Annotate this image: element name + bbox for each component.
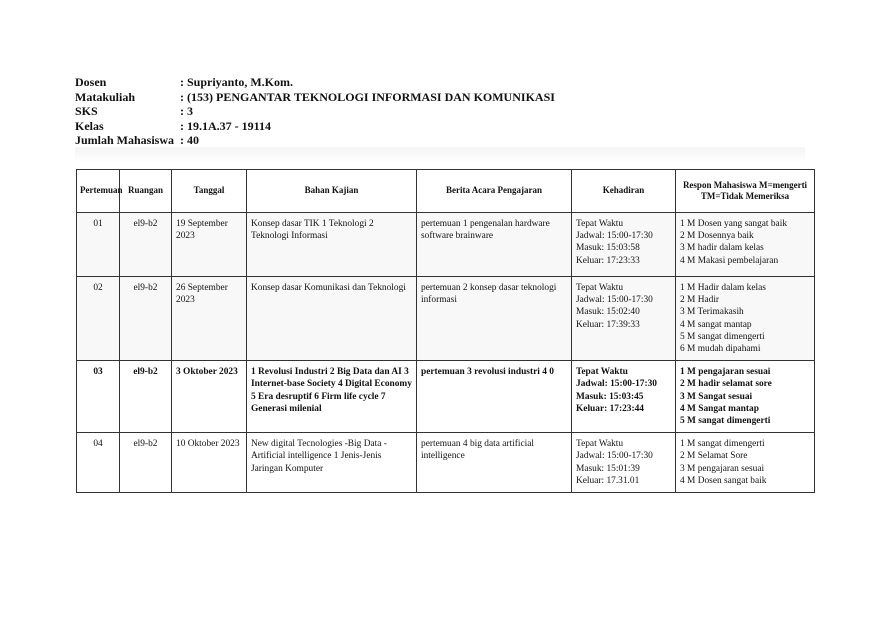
respon-line: 2 M Dosennya baik bbox=[680, 231, 754, 242]
info-label: Dosen bbox=[75, 75, 107, 89]
col-header-berita-acara: Berita Acara Pengajaran bbox=[417, 170, 572, 213]
cell-ruangan: el9-b2 bbox=[120, 433, 172, 493]
kehadiran-line: Keluar: 17:23:33 bbox=[576, 255, 640, 266]
cell-respon bbox=[676, 277, 815, 361]
info-value: : (153) PENGANTAR TEKNOLOGI INFORMASI DAN KOMUNIKASI bbox=[180, 89, 555, 104]
cell-pertemuan: 02 bbox=[77, 277, 120, 361]
kehadiran-line: Tepat Waktu bbox=[576, 219, 624, 229]
col-header-respon bbox=[676, 170, 815, 213]
cell-tanggal: 26 September 2023 bbox=[172, 277, 247, 361]
respon-line: 4 M Dosen sangat baik bbox=[680, 475, 767, 486]
kehadiran-line: Tepat Waktu bbox=[576, 439, 624, 450]
respon-line: 3 M Sangat sesuai bbox=[680, 391, 753, 402]
respon-line: 5 M sangat dimengerti bbox=[680, 331, 765, 342]
kehadiran-line: Tepat Waktu bbox=[576, 283, 624, 293]
info-row-jumlah-mahasiswa bbox=[75, 133, 805, 148]
cell-berita-acara: pertemuan 3 revolusi industri 4 0 bbox=[417, 361, 572, 433]
kehadiran-line: Keluar: 17:39:33 bbox=[576, 319, 640, 330]
kehadiran-line: Keluar: 17.31.01 bbox=[576, 475, 640, 486]
cell-respon bbox=[676, 213, 815, 277]
course-info bbox=[75, 75, 805, 148]
kehadiran-line: Jadwal: 15:00-17:30 bbox=[576, 451, 653, 462]
info-row-sks bbox=[75, 104, 805, 119]
col-header-respon-line: Memeriksa bbox=[745, 191, 790, 201]
info-row-dosen bbox=[75, 75, 805, 90]
cell-kehadiran bbox=[572, 361, 676, 433]
info-value: : 19.1A.37 - 19114 bbox=[180, 118, 271, 133]
cell-ruangan: el9-b2 bbox=[120, 213, 172, 277]
cell-respon bbox=[676, 433, 815, 493]
col-header-bahan-kajian: Bahan Kajian bbox=[247, 170, 417, 213]
respon-line: 3 M hadir dalam kelas bbox=[680, 243, 764, 254]
info-value: : 40 bbox=[180, 133, 199, 148]
col-header-respon-line: Respon Mahasiswa bbox=[682, 179, 757, 190]
col-header-ruangan: Ruangan bbox=[120, 170, 172, 213]
info-row-kelas bbox=[75, 119, 805, 134]
col-header-respon-line: M=mengerti TM=Tidak bbox=[700, 179, 808, 201]
kehadiran-line: Masuk: 15:01:39 bbox=[576, 463, 640, 474]
cell-berita-acara: pertemuan 4 big data artificial intelligence bbox=[417, 433, 572, 493]
cell-tanggal: 10 Oktober 2023 bbox=[172, 433, 247, 493]
respon-line: 4 M Makasi pembelajaran bbox=[680, 255, 779, 266]
cell-kehadiran bbox=[572, 277, 676, 361]
info-label: Jumlah Mahasiswa bbox=[75, 133, 175, 148]
cell-kehadiran bbox=[572, 213, 676, 277]
respon-line: 3 M Terimakasih bbox=[680, 307, 744, 318]
col-header-kehadiran: Kehadiran bbox=[572, 170, 676, 213]
info-row-matakuliah bbox=[75, 90, 805, 105]
info-label: Matakuliah bbox=[75, 89, 136, 104]
table-row bbox=[77, 433, 815, 493]
kehadiran-line: Jadwal: 15:00-17:30 bbox=[576, 379, 657, 390]
respon-line: 4 M Sangat mantap bbox=[680, 403, 759, 414]
respon-line: 1 M pengajaran sesuai bbox=[680, 367, 771, 378]
respon-line: 6 M mudah dipahami bbox=[680, 344, 761, 355]
cell-berita-acara: pertemuan 1 pengenalan hardware software brainware bbox=[417, 213, 572, 277]
cell-tanggal: 3 Oktober 2023 bbox=[172, 361, 247, 433]
info-label: SKS bbox=[75, 104, 98, 119]
respon-line: 1 M Hadir dalam kelas bbox=[680, 283, 766, 293]
header-shade bbox=[75, 147, 805, 163]
kehadiran-line: Jadwal: 15:00-17:30 bbox=[576, 231, 653, 242]
cell-pertemuan: 03 bbox=[77, 361, 120, 433]
kehadiran-line: Masuk: 15:03:45 bbox=[576, 391, 644, 402]
respon-line: 2 M Selamat Sore bbox=[680, 451, 748, 462]
kehadiran-line: Keluar: 17:23:44 bbox=[576, 403, 644, 414]
col-header-pertemuan: Pertemuan bbox=[77, 170, 120, 213]
cell-pertemuan: 01 bbox=[77, 213, 120, 277]
col-header-tanggal: Tanggal bbox=[172, 170, 247, 213]
info-value: : Supriyanto, M.Kom. bbox=[180, 75, 294, 89]
respon-line: 2 M Hadir bbox=[680, 295, 720, 306]
respon-line: 3 M pengajaran sesuai bbox=[680, 463, 765, 474]
cell-bahan-kajian: Konsep dasar Komunikasi dan Teknologi bbox=[247, 277, 417, 361]
cell-bahan-kajian: Konsep dasar TIK 1 Teknologi 2 Teknologi Informasi bbox=[247, 213, 417, 277]
table-row bbox=[77, 361, 815, 433]
info-value: : 3 bbox=[180, 104, 193, 119]
cell-ruangan: el9-b2 bbox=[120, 361, 172, 433]
kehadiran-line: Tepat Waktu bbox=[576, 367, 628, 378]
kehadiran-line: Masuk: 15:03:58 bbox=[576, 243, 640, 254]
kehadiran-line: Jadwal: 15:00-17:30 bbox=[576, 295, 653, 306]
cell-tanggal: 19 September 2023 bbox=[172, 213, 247, 277]
table-row bbox=[77, 213, 815, 277]
respon-line: 1 M Dosen yang sangat baik bbox=[680, 219, 788, 229]
attendance-table bbox=[76, 169, 815, 493]
cell-ruangan: el9-b2 bbox=[120, 277, 172, 361]
cell-bahan-kajian: New digital Tecnologies -Big Data - Artificial intelligence 1 Jenis-Jenis Jaringan Komputer bbox=[247, 433, 417, 493]
cell-pertemuan: 04 bbox=[77, 433, 120, 493]
respon-line: 4 M sangat mantap bbox=[680, 319, 752, 330]
kehadiran-line: Masuk: 15:02:40 bbox=[576, 307, 640, 318]
respon-line: 5 M sangat dimengerti bbox=[680, 416, 771, 427]
info-label: Kelas bbox=[75, 118, 104, 133]
cell-berita-acara: pertemuan 2 konsep dasar teknologi informasi bbox=[417, 277, 572, 361]
cell-kehadiran bbox=[572, 433, 676, 493]
respon-line: 2 M hadir selamat sore bbox=[680, 379, 772, 390]
cell-bahan-kajian: 1 Revolusi Industri 2 Big Data dan AI 3 Internet-base Society 4 Digital Economy 5 Era desruptif 6 Firm life cycle 7 Generasi milenial bbox=[247, 361, 417, 433]
respon-line: 1 M sangat dimengerti bbox=[680, 439, 765, 450]
table-header-row bbox=[77, 170, 815, 213]
table-row bbox=[77, 277, 815, 361]
cell-respon bbox=[676, 361, 815, 433]
